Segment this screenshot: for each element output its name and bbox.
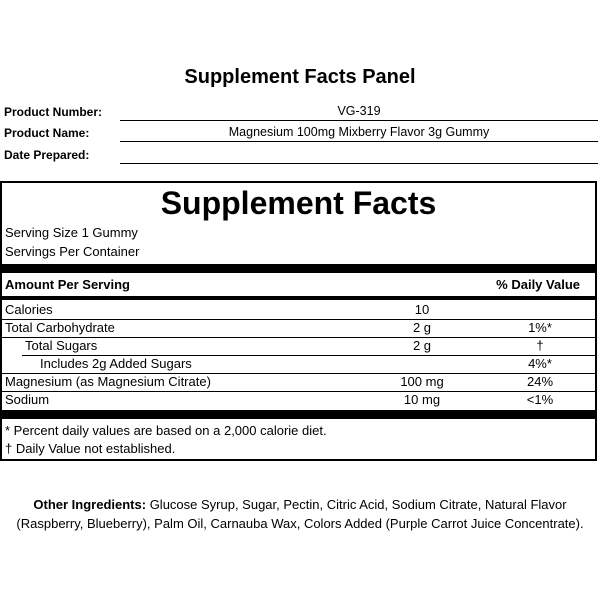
date-prepared-value (120, 146, 598, 164)
nutrient-dv: 4%* (528, 356, 552, 371)
thick-divider-mid (2, 296, 595, 300)
servings-per-container: Servings Per Container (5, 244, 140, 259)
nutrient-amount: 10 (414, 302, 430, 317)
footnote-daily-not-established: † Daily Value not established. (5, 441, 176, 456)
nutrient-dv: † (536, 338, 544, 353)
nutrient-dv: 1%* (528, 320, 552, 335)
supplement-facts-title: Supplement Facts (160, 185, 437, 221)
nutrient-name: Calories (5, 302, 53, 317)
product-name-value: Magnesium 100mg Mixberry Flavor 3g Gummy (120, 124, 598, 142)
nutrient-name: Total Sugars (25, 338, 98, 353)
product-number-value: VG-319 (120, 103, 598, 121)
thick-divider-bottom (2, 410, 595, 419)
thick-divider-top (2, 264, 595, 273)
product-number-label: Product Number: (4, 105, 103, 119)
nutrient-row-total-sugars (22, 337, 595, 356)
nutrient-amount: 10 mg (403, 392, 441, 407)
other-ingredients-label: Other Ingredients: (33, 497, 147, 512)
nutrient-amount: 2 g (412, 320, 432, 335)
nutrient-name: Magnesium (as Magnesium Citrate) (5, 374, 211, 389)
nutrient-row-calories (2, 301, 595, 320)
serving-size: Serving Size 1 Gummy (5, 225, 138, 240)
product-name-label: Product Name: (4, 126, 90, 140)
nutrient-name: Sodium (5, 392, 50, 407)
nutrient-dv: <1% (526, 392, 554, 407)
date-prepared-row (4, 146, 598, 164)
daily-value-header: % Daily Value (496, 277, 580, 292)
panel-title: Supplement Facts Panel (184, 66, 416, 88)
nutrient-row-added-sugars (2, 355, 595, 374)
nutrient-row-total-carbohydrate (2, 319, 595, 338)
nutrient-amount: 100 mg (400, 374, 444, 389)
date-prepared-label: Date Prepared: (4, 148, 90, 162)
nutrient-row-sodium (2, 391, 595, 409)
nutrient-name: Includes 2g Added Sugars (40, 356, 192, 371)
nutrient-dv: 24% (526, 374, 554, 389)
product-number-row (4, 103, 598, 121)
product-name-row (4, 124, 598, 142)
supplement-facts-box (0, 181, 597, 461)
other-ingredients-text: Glucose Syrup, Sugar, Pectin, Citric Acid, Sodium Citrate, Natural Flavor (Raspberry, Blueberry), Palm Oil, Carnauba Wax, Colors Added (Purple Carrot Juice Concentrate). (16, 497, 584, 531)
nutrient-amount: 2 g (412, 338, 432, 353)
nutrient-name: Total Carbohydrate (5, 320, 115, 335)
nutrient-row-magnesium (2, 373, 595, 392)
amount-per-serving-header: Amount Per Serving (5, 277, 130, 292)
other-ingredients (0, 495, 600, 533)
footnote-percent-daily: * Percent daily values are based on a 2,000 calorie diet. (5, 423, 327, 438)
